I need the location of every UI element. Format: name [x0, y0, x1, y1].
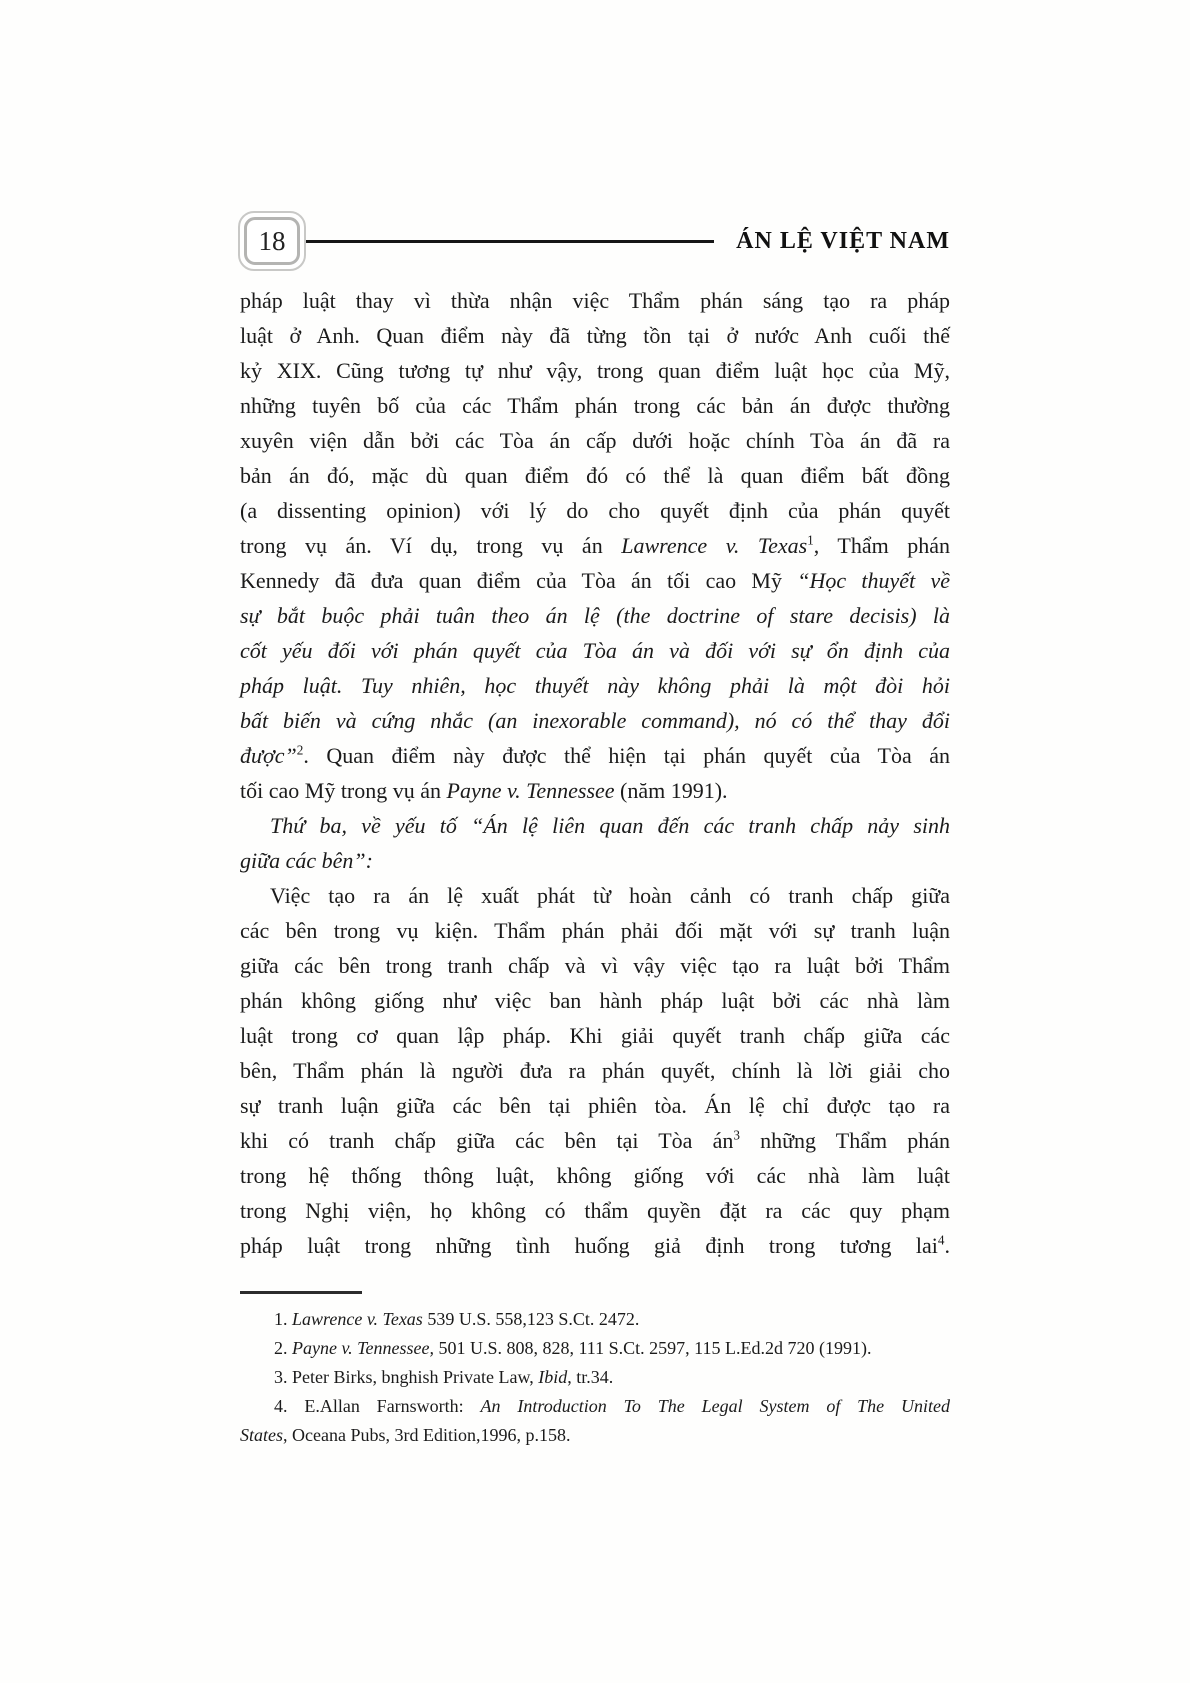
body-text-line — [240, 668, 950, 703]
page-number-box-inner — [244, 217, 300, 265]
header-rule — [306, 240, 714, 243]
text-run: giữa các bên trong tranh chấp và vì vậy việc tạo ra luật bởi Thẩm — [240, 953, 950, 978]
text-run: bản án đó, mặc dù quan điểm đó có thể là quan điểm bất đồng — [240, 463, 950, 488]
body-text-line — [240, 738, 950, 773]
text-run: luật trong cơ quan lập pháp. Khi giải quyết tranh chấp giữa các — [240, 1023, 950, 1048]
body-text-line — [240, 983, 950, 1018]
text-run: 1. — [274, 1309, 292, 1329]
body-text-line — [240, 913, 950, 948]
body-text-line — [240, 773, 950, 808]
body-text-line — [240, 1123, 950, 1158]
text-run: , Oceana Pubs, 3rd Edition,1996, p.158. — [283, 1425, 571, 1445]
text-run: 501 U.S. 808, 828, 111 S.Ct. 2597, 115 L.Ed.2d 720 (1991). — [433, 1338, 872, 1358]
body-text-line — [240, 388, 950, 423]
text-run: Ibid — [538, 1367, 568, 1387]
text-run: được” — [240, 743, 297, 768]
body-text-line — [240, 843, 950, 878]
text-run: Việc tạo ra án lệ xuất phát từ hoàn cảnh có tranh chấp giữa — [270, 883, 950, 908]
text-run: pháp luật thay vì thừa nhận việc Thẩm phán sáng tạo ra pháp — [240, 288, 950, 313]
body-text-line — [240, 1158, 950, 1193]
text-run: 2. — [274, 1338, 292, 1358]
body-text-line — [240, 353, 950, 388]
body-text-line — [240, 563, 950, 598]
text-run: pháp luật trong những tình huống giả định trong tương lai — [240, 1233, 938, 1258]
footnote-line — [240, 1305, 950, 1334]
text-run: 3. Peter Birks, bnghish Private Law, — [274, 1367, 539, 1387]
footnote-reference: 3 — [733, 1127, 740, 1143]
text-run: Lawrence v. Texas — [292, 1309, 423, 1329]
text-run: trong Nghị viện, họ không có thẩm quyền đặt ra các quy phạm — [240, 1198, 950, 1223]
body-text-line — [240, 1018, 950, 1053]
footnote-line — [240, 1363, 950, 1392]
text-run: kỷ XIX. Cũng tương tự như vậy, trong quan điểm luật học của Mỹ, — [240, 358, 950, 383]
body-text-line — [240, 1193, 950, 1228]
text-run: An Introduction To The Legal System of The United — [480, 1396, 951, 1416]
body-text-line — [240, 423, 950, 458]
text-run: . — [944, 1233, 950, 1258]
footnote-reference: 4 — [937, 1232, 945, 1248]
body-text-line — [240, 493, 950, 528]
body-text-line — [240, 1228, 950, 1263]
footnote-separator — [240, 1291, 362, 1294]
body-text-line — [240, 458, 950, 493]
text-run: cốt yếu đối với phán quyết của Tòa án và đối với sự ổn định của — [240, 638, 950, 663]
text-run: những Thẩm phán — [739, 1128, 951, 1153]
text-run: (a dissenting opinion) với lý do cho quyết định của phán quyết — [240, 498, 950, 523]
text-run: phán không giống như việc ban hành pháp luật bởi các nhà làm — [240, 988, 950, 1013]
text-run: tối cao Mỹ trong vụ án — [240, 778, 447, 803]
text-run: 539 U.S. 558,123 S.Ct. 2472. — [422, 1309, 640, 1329]
footnote-line — [240, 1334, 950, 1363]
text-run: “Học thuyết về — [797, 568, 951, 593]
text-run: Payne v. Tennessee, — [292, 1338, 434, 1358]
body-text-line — [240, 1053, 950, 1088]
text-run: bên, Thẩm phán là người đưa ra phán quyết, chính là lời giải cho — [240, 1058, 950, 1083]
text-run: khi có tranh chấp giữa các bên tại Tòa án — [240, 1128, 734, 1153]
text-run: Kennedy đã đưa quan điểm của Tòa án tối cao Mỹ — [240, 568, 798, 593]
text-run: , tr.34. — [567, 1367, 614, 1387]
body-text-line — [240, 1088, 950, 1123]
text-run: . Quan điểm này được thể hiện tại phán quyết của Tòa án — [303, 743, 950, 768]
body-text-line — [240, 528, 950, 563]
footnote-reference: 2 — [296, 742, 304, 758]
text-run: pháp luật. Tuy nhiên, học thuyết này không phải là một đòi hỏi — [240, 673, 950, 698]
body-text-line — [240, 948, 950, 983]
body-text-line — [240, 878, 950, 913]
footnote-reference: 1 — [807, 532, 814, 548]
text-run: giữa các bên”: — [240, 848, 373, 873]
body-text-line — [240, 318, 950, 353]
body-text-line — [240, 633, 950, 668]
text-run: , Thẩm phán — [813, 533, 951, 558]
body-text-line — [240, 598, 950, 633]
text-run: States — [240, 1425, 283, 1445]
text-run: sự bắt buộc phải tuân theo án lệ (the doctrine of stare decisis) là — [240, 603, 950, 628]
footnote-line — [240, 1421, 950, 1450]
text-run: những tuyên bố của các Thẩm phán trong các bản án được thường — [240, 393, 950, 418]
body-text-line — [240, 703, 950, 738]
text-run: 4. E.Allan Farnsworth: — [274, 1396, 481, 1416]
body-text-block — [240, 283, 950, 1263]
text-run: (năm 1991). — [614, 778, 728, 803]
text-run: trong vụ án. Ví dụ, trong vụ án — [240, 533, 622, 558]
text-run: trong hệ thống thông luật, không giống với các nhà làm luật — [240, 1163, 950, 1188]
body-text-line — [240, 808, 950, 843]
text-run: Thứ ba, về yếu tố “Án lệ liên quan đến các tranh chấp nảy sinh — [270, 813, 950, 838]
text-run: bất biến và cứng nhắc (an inexorable command), nó có thể thay đổi — [240, 708, 950, 733]
text-run: xuyên viện dẫn bởi các Tòa án cấp dưới hoặc chính Tòa án đã ra — [240, 428, 950, 453]
page-number: 18 — [258, 225, 286, 256]
page-header — [238, 211, 950, 271]
text-run: Lawrence v. Texas — [621, 533, 808, 558]
text-run: Payne v. Tennessee — [446, 778, 615, 803]
running-head-title: ÁN LỆ VIỆT NAM — [736, 227, 950, 254]
page-number-box — [238, 211, 306, 271]
text-run: các bên trong vụ kiện. Thẩm phán phải đối mặt với sự tranh luận — [240, 918, 950, 943]
body-text-line — [240, 283, 950, 318]
text-run: luật ở Anh. Quan điểm này đã từng tồn tại ở nước Anh cuối thế — [240, 323, 950, 348]
footnotes-block — [240, 1305, 950, 1450]
footnote-line — [240, 1392, 950, 1421]
text-run: sự tranh luận giữa các bên tại phiên tòa. Án lệ chỉ được tạo ra — [240, 1093, 950, 1118]
